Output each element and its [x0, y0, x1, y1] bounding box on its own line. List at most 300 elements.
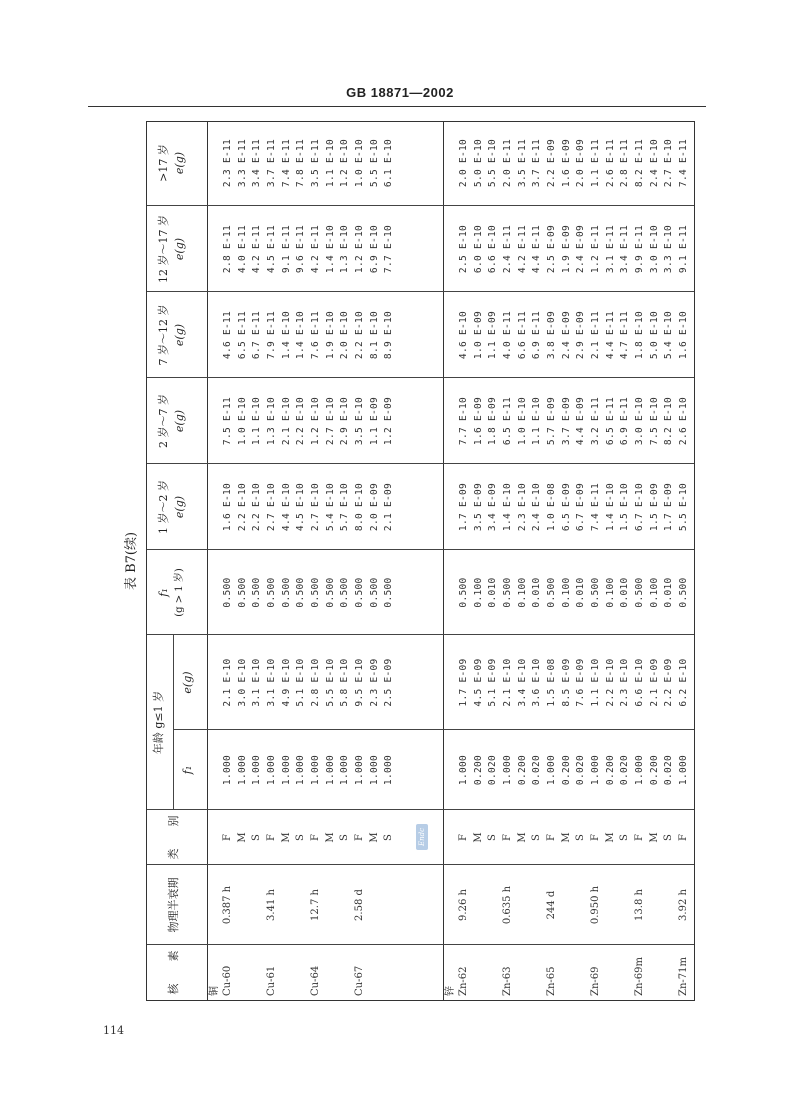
e-12-17-cell: 4.0 E-11	[236, 224, 248, 274]
type-cell: F	[501, 834, 513, 841]
e-12-17-cell: 1.2 E-10	[353, 224, 365, 274]
e-gt17-cell: 3.3 E-11	[236, 138, 248, 188]
f1-gt1-cell: 0.100	[560, 577, 572, 608]
type-cell: F	[222, 834, 233, 841]
e-7-12-cell: 4.0 E-11	[501, 310, 513, 360]
e-gt17-cell: 1.1 E-11	[589, 138, 601, 188]
f1-gt1-cell: 0.010	[619, 577, 631, 608]
type-cell: S	[251, 834, 263, 841]
f1-gt1-cell: 0.010	[487, 577, 499, 608]
eg-cell: 2.2 E-10	[604, 658, 616, 707]
e-2-7-cell: 1.1 E-10	[531, 396, 543, 446]
e-1-2-cell: 2.4 E-10	[531, 482, 543, 532]
eg-cell: 3.1 E-10	[251, 658, 263, 707]
eg-cell: 6.2 E-10	[677, 658, 689, 707]
eg-cell: 8.5 E-09	[560, 658, 572, 707]
e-12-17-cell: 3.4 E-11	[619, 224, 631, 274]
e-1-2-cell: 2.7 E-10	[266, 482, 277, 532]
f1-cell: 0.020	[663, 754, 675, 786]
half-life-cell: 2.58 d	[353, 889, 365, 921]
f1-gt1-cell: 0.010	[663, 577, 675, 608]
e-7-12-cell: 4.4 E-11	[604, 310, 616, 360]
e-12-17-cell: 4.4 E-11	[531, 224, 543, 274]
e-2-7-cell: 2.6 E-10	[677, 396, 689, 446]
e-7-12-cell: 7.9 E-11	[266, 310, 277, 360]
e-gt17-cell: 2.0 E-09	[575, 138, 587, 188]
e-gt17-cell: 7.4 E-11	[677, 138, 689, 188]
header-age-gt17: >17 岁	[157, 144, 170, 182]
header-eg-12-17: e(g)	[173, 237, 186, 261]
eg-cell: 2.8 E-10	[309, 658, 321, 707]
e-1-2-cell: 8.0 E-10	[353, 482, 365, 532]
e-2-7-cell: 1.1 E-10	[251, 396, 263, 446]
e-gt17-cell: 7.8 E-11	[295, 138, 307, 188]
e-2-7-cell: 3.7 E-09	[560, 396, 572, 446]
f1-cell: 1.000	[236, 754, 248, 786]
f1-gt1-cell: 0.500	[324, 577, 336, 608]
e-7-12-cell: 6.7 E-11	[251, 310, 263, 360]
f1-cell: 1.000	[633, 754, 645, 786]
e-2-7-cell: 6.9 E-11	[619, 396, 631, 446]
e-1-2-cell: 1.7 E-09	[663, 482, 675, 532]
eg-cell: 2.5 E-09	[383, 658, 395, 707]
type-cell: M	[560, 832, 572, 843]
header-age-7-12: 7 岁～12 岁	[157, 304, 170, 366]
f1-cell: 0.020	[619, 754, 631, 786]
e-12-17-cell: 4.5 E-11	[266, 224, 277, 274]
header-age-1-2: 1 岁～2 岁	[157, 480, 170, 534]
nuclide-cell: Zn-62	[458, 966, 469, 996]
nuclide-cell: Zn-71m	[677, 957, 689, 996]
e-2-7-cell: 5.7 E-09	[545, 396, 557, 446]
e-1-2-cell: 6.5 E-09	[560, 482, 572, 532]
eg-cell: 3.4 E-10	[516, 658, 528, 707]
eg-cell: 2.1 E-10	[501, 658, 513, 707]
header-eg-7-12: e(g)	[173, 323, 186, 347]
e-12-17-cell: 2.8 E-11	[222, 224, 233, 274]
f1-cell: 1.000	[458, 754, 469, 786]
e-12-17-cell: 9.1 E-11	[677, 224, 689, 274]
eg-cell: 2.3 E-10	[619, 658, 631, 707]
e-1-2-cell: 2.7 E-10	[309, 482, 321, 532]
eg-cell: 2.1 E-09	[648, 658, 660, 707]
e-7-12-cell: 1.4 E-10	[280, 310, 292, 360]
nuclide-cell: Zn-69m	[633, 957, 645, 996]
f1-gt1-cell: 0.500	[222, 577, 233, 608]
e-2-7-cell: 7.5 E-11	[222, 396, 233, 446]
e-2-7-cell: 4.4 E-09	[575, 396, 587, 446]
e-2-7-cell: 1.1 E-09	[368, 396, 380, 446]
e-2-7-cell: 2.9 E-10	[339, 396, 351, 446]
e-12-17-cell: 2.4 E-09	[575, 224, 587, 274]
f1-gt1-cell: 0.500	[458, 577, 469, 608]
type-cell: F	[677, 834, 689, 841]
type-cell: M	[324, 832, 336, 843]
e-7-12-cell: 6.5 E-11	[236, 310, 248, 360]
e-2-7-cell: 1.8 E-09	[487, 396, 499, 446]
e-gt17-cell: 7.4 E-11	[280, 138, 292, 188]
eg-cell: 3.6 E-10	[531, 658, 543, 707]
e-7-12-cell: 6.6 E-11	[516, 310, 528, 360]
nuclide-cell: Zn-69	[589, 966, 601, 996]
f1-gt1-cell: 0.500	[633, 577, 645, 608]
type-cell: S	[295, 834, 307, 841]
e-1-2-cell: 1.5 E-10	[619, 482, 631, 532]
element-group-label: 铜	[209, 986, 220, 996]
nuclide-cell: Zn-65	[545, 966, 557, 996]
e-gt17-cell: 2.2 E-09	[545, 138, 557, 188]
eg-cell: 5.5 E-10	[324, 658, 336, 707]
e-1-2-cell: 4.5 E-10	[295, 482, 307, 532]
f1-gt1-cell: 0.100	[516, 577, 528, 608]
age-group-rule	[173, 635, 174, 810]
group-divider-rule	[443, 122, 444, 1000]
e-gt17-cell: 1.6 E-09	[560, 138, 572, 188]
f1-gt1-cell: 0.500	[589, 577, 601, 608]
header-f1-gt1-sub: (g > 1 岁)	[174, 568, 185, 617]
eg-cell: 3.0 E-10	[236, 658, 248, 707]
f1-cell: 0.200	[472, 754, 484, 786]
f1-gt1-cell: 0.500	[295, 577, 307, 608]
e-2-7-cell: 2.7 E-10	[324, 396, 336, 446]
e-12-17-cell: 2.4 E-11	[501, 224, 513, 274]
eg-cell: 5.1 E-10	[295, 658, 307, 707]
header-age-group: 年龄 g≤1 岁	[152, 690, 165, 755]
f1-cell: 1.000	[295, 754, 307, 786]
eg-cell: 2.3 E-09	[368, 658, 380, 707]
half-life-cell: 13.8 h	[633, 889, 645, 921]
page-number: 114	[103, 1024, 124, 1037]
type-cell: M	[648, 832, 660, 843]
e-2-7-cell: 3.0 E-10	[633, 396, 645, 446]
e-gt17-cell: 1.1 E-10	[324, 138, 336, 188]
f1-cell: 1.000	[368, 754, 380, 786]
e-7-12-cell: 2.2 E-10	[353, 310, 365, 360]
nuclide-cell: Cu-67	[353, 965, 365, 996]
e-1-2-cell: 6.7 E-10	[633, 482, 645, 532]
eg-cell: 2.2 E-09	[663, 658, 675, 707]
eg-cell: 7.6 E-09	[575, 658, 587, 707]
e-12-17-cell: 6.9 E-10	[368, 224, 380, 274]
e-12-17-cell: 4.2 E-11	[251, 224, 263, 274]
e-7-12-cell: 2.4 E-09	[560, 310, 572, 360]
f1-cell: 1.000	[251, 754, 263, 786]
f1-gt1-cell: 0.500	[353, 577, 365, 608]
e-12-17-cell: 4.2 E-11	[309, 224, 321, 274]
f1-cell: 1.000	[501, 754, 513, 786]
f1-gt1-cell: 0.500	[280, 577, 292, 608]
f1-cell: 1.000	[589, 754, 601, 786]
e-1-2-cell: 3.5 E-09	[472, 482, 484, 532]
half-life-cell: 0.635 h	[501, 885, 513, 925]
f1-cell: 0.020	[531, 754, 543, 786]
f1-gt1-cell: 0.100	[648, 577, 660, 608]
f1-cell: 0.020	[487, 754, 499, 786]
e-1-2-cell: 3.4 E-09	[487, 482, 499, 532]
e-gt17-cell: 2.4 E-10	[648, 138, 660, 188]
e-1-2-cell: 5.5 E-10	[677, 482, 689, 532]
e-2-7-cell: 6.5 E-11	[604, 396, 616, 446]
header-f1-gt1: f₁	[157, 588, 170, 597]
type-cell: F	[633, 834, 645, 841]
dose-coefficient-table	[146, 121, 695, 1001]
f1-cell: 1.000	[545, 754, 557, 786]
type-cell: S	[575, 834, 587, 841]
e-2-7-cell: 1.6 E-09	[472, 396, 484, 446]
e-2-7-cell: 2.2 E-10	[295, 396, 307, 446]
e-gt17-cell: 5.5 E-10	[368, 138, 380, 188]
e-gt17-cell: 6.1 E-10	[383, 138, 395, 188]
e-gt17-cell: 2.3 E-11	[222, 138, 233, 188]
table-title: 表 B7(续)	[124, 531, 139, 591]
e-gt17-cell: 2.7 E-10	[663, 138, 675, 188]
e-12-17-cell: 4.2 E-11	[516, 224, 528, 274]
type-cell: S	[383, 834, 395, 841]
e-gt17-cell: 8.2 E-11	[633, 138, 645, 188]
f1-gt1-cell: 0.010	[531, 577, 543, 608]
e-12-17-cell: 2.5 E-10	[458, 224, 469, 274]
e-gt17-cell: 5.0 E-10	[472, 138, 484, 188]
e-1-2-cell: 2.3 E-10	[516, 482, 528, 532]
header-eg-gt17: e(g)	[173, 151, 186, 175]
e-12-17-cell: 3.3 E-10	[663, 224, 675, 274]
f1-gt1-cell: 0.500	[266, 577, 277, 608]
e-gt17-cell: 2.8 E-11	[619, 138, 631, 188]
e-12-17-cell: 9.6 E-11	[295, 224, 307, 274]
e-12-17-cell: 3.0 E-10	[648, 224, 660, 274]
type-cell: M	[472, 832, 484, 843]
nuclide-cell: Zn-63	[501, 966, 513, 996]
half-life-cell: 9.26 h	[458, 889, 469, 921]
e-1-2-cell: 1.5 E-09	[648, 482, 660, 532]
e-7-12-cell: 1.4 E-10	[295, 310, 307, 360]
f1-gt1-cell: 0.500	[501, 577, 513, 608]
type-cell: S	[339, 834, 351, 841]
f1-gt1-cell: 0.100	[604, 577, 616, 608]
e-12-17-cell: 2.5 E-09	[545, 224, 557, 274]
type-cell: F	[266, 834, 277, 841]
e-12-17-cell: 1.4 E-10	[324, 224, 336, 274]
e-2-7-cell: 6.5 E-11	[501, 396, 513, 446]
e-2-7-cell: 2.1 E-10	[280, 396, 292, 446]
f1-cell: 0.200	[604, 754, 616, 786]
eg-cell: 6.6 E-10	[633, 658, 645, 707]
eg-cell: 2.1 E-10	[222, 658, 233, 707]
e-gt17-cell: 2.0 E-10	[458, 138, 469, 188]
f1-gt1-cell: 0.500	[251, 577, 263, 608]
e-2-7-cell: 7.7 E-10	[458, 396, 469, 446]
e-7-12-cell: 8.1 E-10	[368, 310, 380, 360]
f1-cell: 1.000	[339, 754, 351, 786]
header-age-12-17: 12 岁～17 岁	[157, 215, 170, 283]
f1-gt1-cell: 0.500	[677, 577, 689, 608]
type-cell: S	[663, 834, 675, 841]
e-12-17-cell: 3.1 E-11	[604, 224, 616, 274]
f1-cell: 0.200	[516, 754, 528, 786]
eg-cell: 4.5 E-09	[472, 658, 484, 707]
type-cell: F	[309, 834, 321, 841]
f1-gt1-cell: 0.500	[545, 577, 557, 608]
header-type: 类 别	[167, 815, 180, 860]
header-eg: e(g)	[181, 671, 194, 694]
f1-gt1-cell: 0.500	[368, 577, 380, 608]
header-f1: f₁	[181, 765, 194, 775]
e-12-17-cell: 6.6 E-10	[487, 224, 499, 274]
e-7-12-cell: 3.8 E-09	[545, 310, 557, 360]
e-7-12-cell: 2.0 E-10	[339, 310, 351, 360]
e-2-7-cell: 3.5 E-10	[353, 396, 365, 446]
e-7-12-cell: 1.0 E-09	[472, 310, 484, 360]
nuclide-cell: Cu-64	[309, 965, 321, 996]
e-7-12-cell: 4.6 E-11	[222, 310, 233, 360]
f1-gt1-cell: 0.500	[236, 577, 248, 608]
f1-cell: 1.000	[266, 754, 277, 786]
type-cell: F	[353, 834, 365, 841]
e-2-7-cell: 1.2 E-09	[383, 396, 395, 446]
e-gt17-cell: 3.7 E-11	[531, 138, 543, 188]
f1-cell: 1.000	[677, 754, 689, 786]
type-cell: F	[589, 834, 601, 841]
f1-gt1-cell: 0.010	[575, 577, 587, 608]
e-2-7-cell: 1.0 E-10	[236, 396, 248, 446]
e-1-2-cell: 4.4 E-10	[280, 482, 292, 532]
half-life-cell: 3.41 h	[266, 889, 277, 921]
header-eg-1-2: e(g)	[173, 495, 186, 519]
e-1-2-cell: 1.4 E-10	[604, 482, 616, 532]
type-cell: S	[531, 834, 543, 841]
f1-cell: 1.000	[383, 754, 395, 786]
e-2-7-cell: 7.5 E-10	[648, 396, 660, 446]
f1-gt1-cell: 0.500	[383, 577, 395, 608]
element-group-label: 锌	[445, 986, 456, 996]
eg-cell: 4.9 E-10	[280, 658, 292, 707]
e-12-17-cell: 1.2 E-11	[589, 224, 601, 274]
eg-cell: 9.5 E-10	[353, 658, 365, 707]
eg-cell: 1.5 E-08	[545, 658, 557, 707]
f1-cell: 1.000	[309, 754, 321, 786]
e-gt17-cell: 3.4 E-11	[251, 138, 263, 188]
f1-cell: 1.000	[324, 754, 336, 786]
e-12-17-cell: 1.3 E-10	[339, 224, 351, 274]
e-gt17-cell: 1.2 E-10	[339, 138, 351, 188]
eg-cell: 1.7 E-09	[458, 658, 469, 707]
e-2-7-cell: 3.2 E-11	[589, 396, 601, 446]
f1-cell: 0.200	[648, 754, 660, 786]
half-life-cell: 244 d	[545, 890, 557, 920]
half-life-cell: 0.950 h	[589, 885, 601, 925]
e-7-12-cell: 6.9 E-11	[531, 310, 543, 360]
e-2-7-cell: 1.3 E-10	[266, 396, 277, 446]
e-7-12-cell: 1.1 E-09	[487, 310, 499, 360]
e-1-2-cell: 5.4 E-10	[324, 482, 336, 532]
f1-cell: 1.000	[222, 754, 233, 786]
f1-gt1-cell: 0.500	[309, 577, 321, 608]
e-7-12-cell: 1.8 E-10	[633, 310, 645, 360]
e-1-2-cell: 2.2 E-10	[251, 482, 263, 532]
e-1-2-cell: 2.1 E-09	[383, 482, 395, 532]
e-1-2-cell: 7.4 E-11	[589, 482, 601, 532]
e-7-12-cell: 1.6 E-10	[677, 310, 689, 360]
f1-cell: 0.200	[560, 754, 572, 786]
e-2-7-cell: 8.2 E-10	[663, 396, 675, 446]
e-7-12-cell: 2.1 E-11	[589, 310, 601, 360]
e-1-2-cell: 2.0 E-09	[368, 482, 380, 532]
e-12-17-cell: 9.9 E-11	[633, 224, 645, 274]
f1-gt1-cell: 0.500	[339, 577, 351, 608]
e-7-12-cell: 8.9 E-10	[383, 310, 395, 360]
header-rule	[88, 106, 706, 107]
eg-cell: 3.1 E-10	[266, 658, 277, 707]
eg-cell: 5.1 E-09	[487, 658, 499, 707]
eg-cell: 5.8 E-10	[339, 658, 351, 707]
e-1-2-cell: 1.0 E-08	[545, 482, 557, 532]
type-cell: M	[604, 832, 616, 843]
standard-header: GB 18871—2002	[346, 85, 454, 100]
e-7-12-cell: 4.7 E-11	[619, 310, 631, 360]
e-12-17-cell: 1.9 E-09	[560, 224, 572, 274]
type-cell: F	[458, 834, 469, 841]
e-gt17-cell: 5.5 E-10	[487, 138, 499, 188]
e-gt17-cell: 3.5 E-11	[516, 138, 528, 188]
e-7-12-cell: 7.6 E-11	[309, 310, 321, 360]
header-bottom-rule	[207, 122, 208, 1000]
e-1-2-cell: 2.2 E-10	[236, 482, 248, 532]
header-eg-2-7: e(g)	[173, 409, 186, 433]
e-7-12-cell: 4.6 E-10	[458, 310, 469, 360]
type-cell: M	[368, 832, 380, 843]
header-half-life: 物理半衰期	[167, 877, 180, 933]
half-life-cell: 12.7 h	[309, 889, 321, 921]
nuclide-cell: Cu-61	[266, 965, 277, 996]
nuclide-cell: Cu-60	[222, 965, 233, 996]
f1-cell: 1.000	[280, 754, 292, 786]
type-cell: M	[280, 832, 292, 843]
type-cell: S	[619, 834, 631, 841]
e-gt17-cell: 1.0 E-10	[353, 138, 365, 188]
f1-gt1-cell: 0.100	[472, 577, 484, 608]
e-gt17-cell: 3.5 E-11	[309, 138, 321, 188]
f1-cell: 1.000	[353, 754, 365, 786]
e-1-2-cell: 1.4 E-10	[501, 482, 513, 532]
e-1-2-cell: 1.7 E-09	[458, 482, 469, 532]
header-age-2-7: 2 岁～7 岁	[157, 394, 170, 448]
e-gt17-cell: 2.0 E-11	[501, 138, 513, 188]
e-1-2-cell: 5.7 E-10	[339, 482, 351, 532]
type-cell: S	[487, 834, 499, 841]
e-1-2-cell: 1.6 E-10	[222, 482, 233, 532]
e-12-17-cell: 7.7 E-10	[383, 224, 395, 274]
e-1-2-cell: 6.7 E-09	[575, 482, 587, 532]
f1-cell: 0.020	[575, 754, 587, 786]
half-life-cell: 0.387 h	[222, 885, 233, 925]
e-gt17-cell: 3.7 E-11	[266, 138, 277, 188]
rotated-table-page	[120, 121, 700, 1001]
e-7-12-cell: 2.9 E-09	[575, 310, 587, 360]
header-nuclide: 核 素	[167, 950, 180, 995]
e-2-7-cell: 1.2 E-10	[309, 396, 321, 446]
type-cell: M	[236, 832, 248, 843]
e-7-12-cell: 5.0 E-10	[648, 310, 660, 360]
watermark-logo: Endc	[416, 824, 428, 850]
e-12-17-cell: 6.0 E-10	[472, 224, 484, 274]
type-cell: F	[545, 834, 557, 841]
e-7-12-cell: 1.9 E-10	[324, 310, 336, 360]
e-12-17-cell: 9.1 E-11	[280, 224, 292, 274]
half-life-cell: 3.92 h	[677, 889, 689, 921]
e-2-7-cell: 1.0 E-10	[516, 396, 528, 446]
e-7-12-cell: 5.4 E-10	[663, 310, 675, 360]
e-gt17-cell: 2.6 E-11	[604, 138, 616, 188]
